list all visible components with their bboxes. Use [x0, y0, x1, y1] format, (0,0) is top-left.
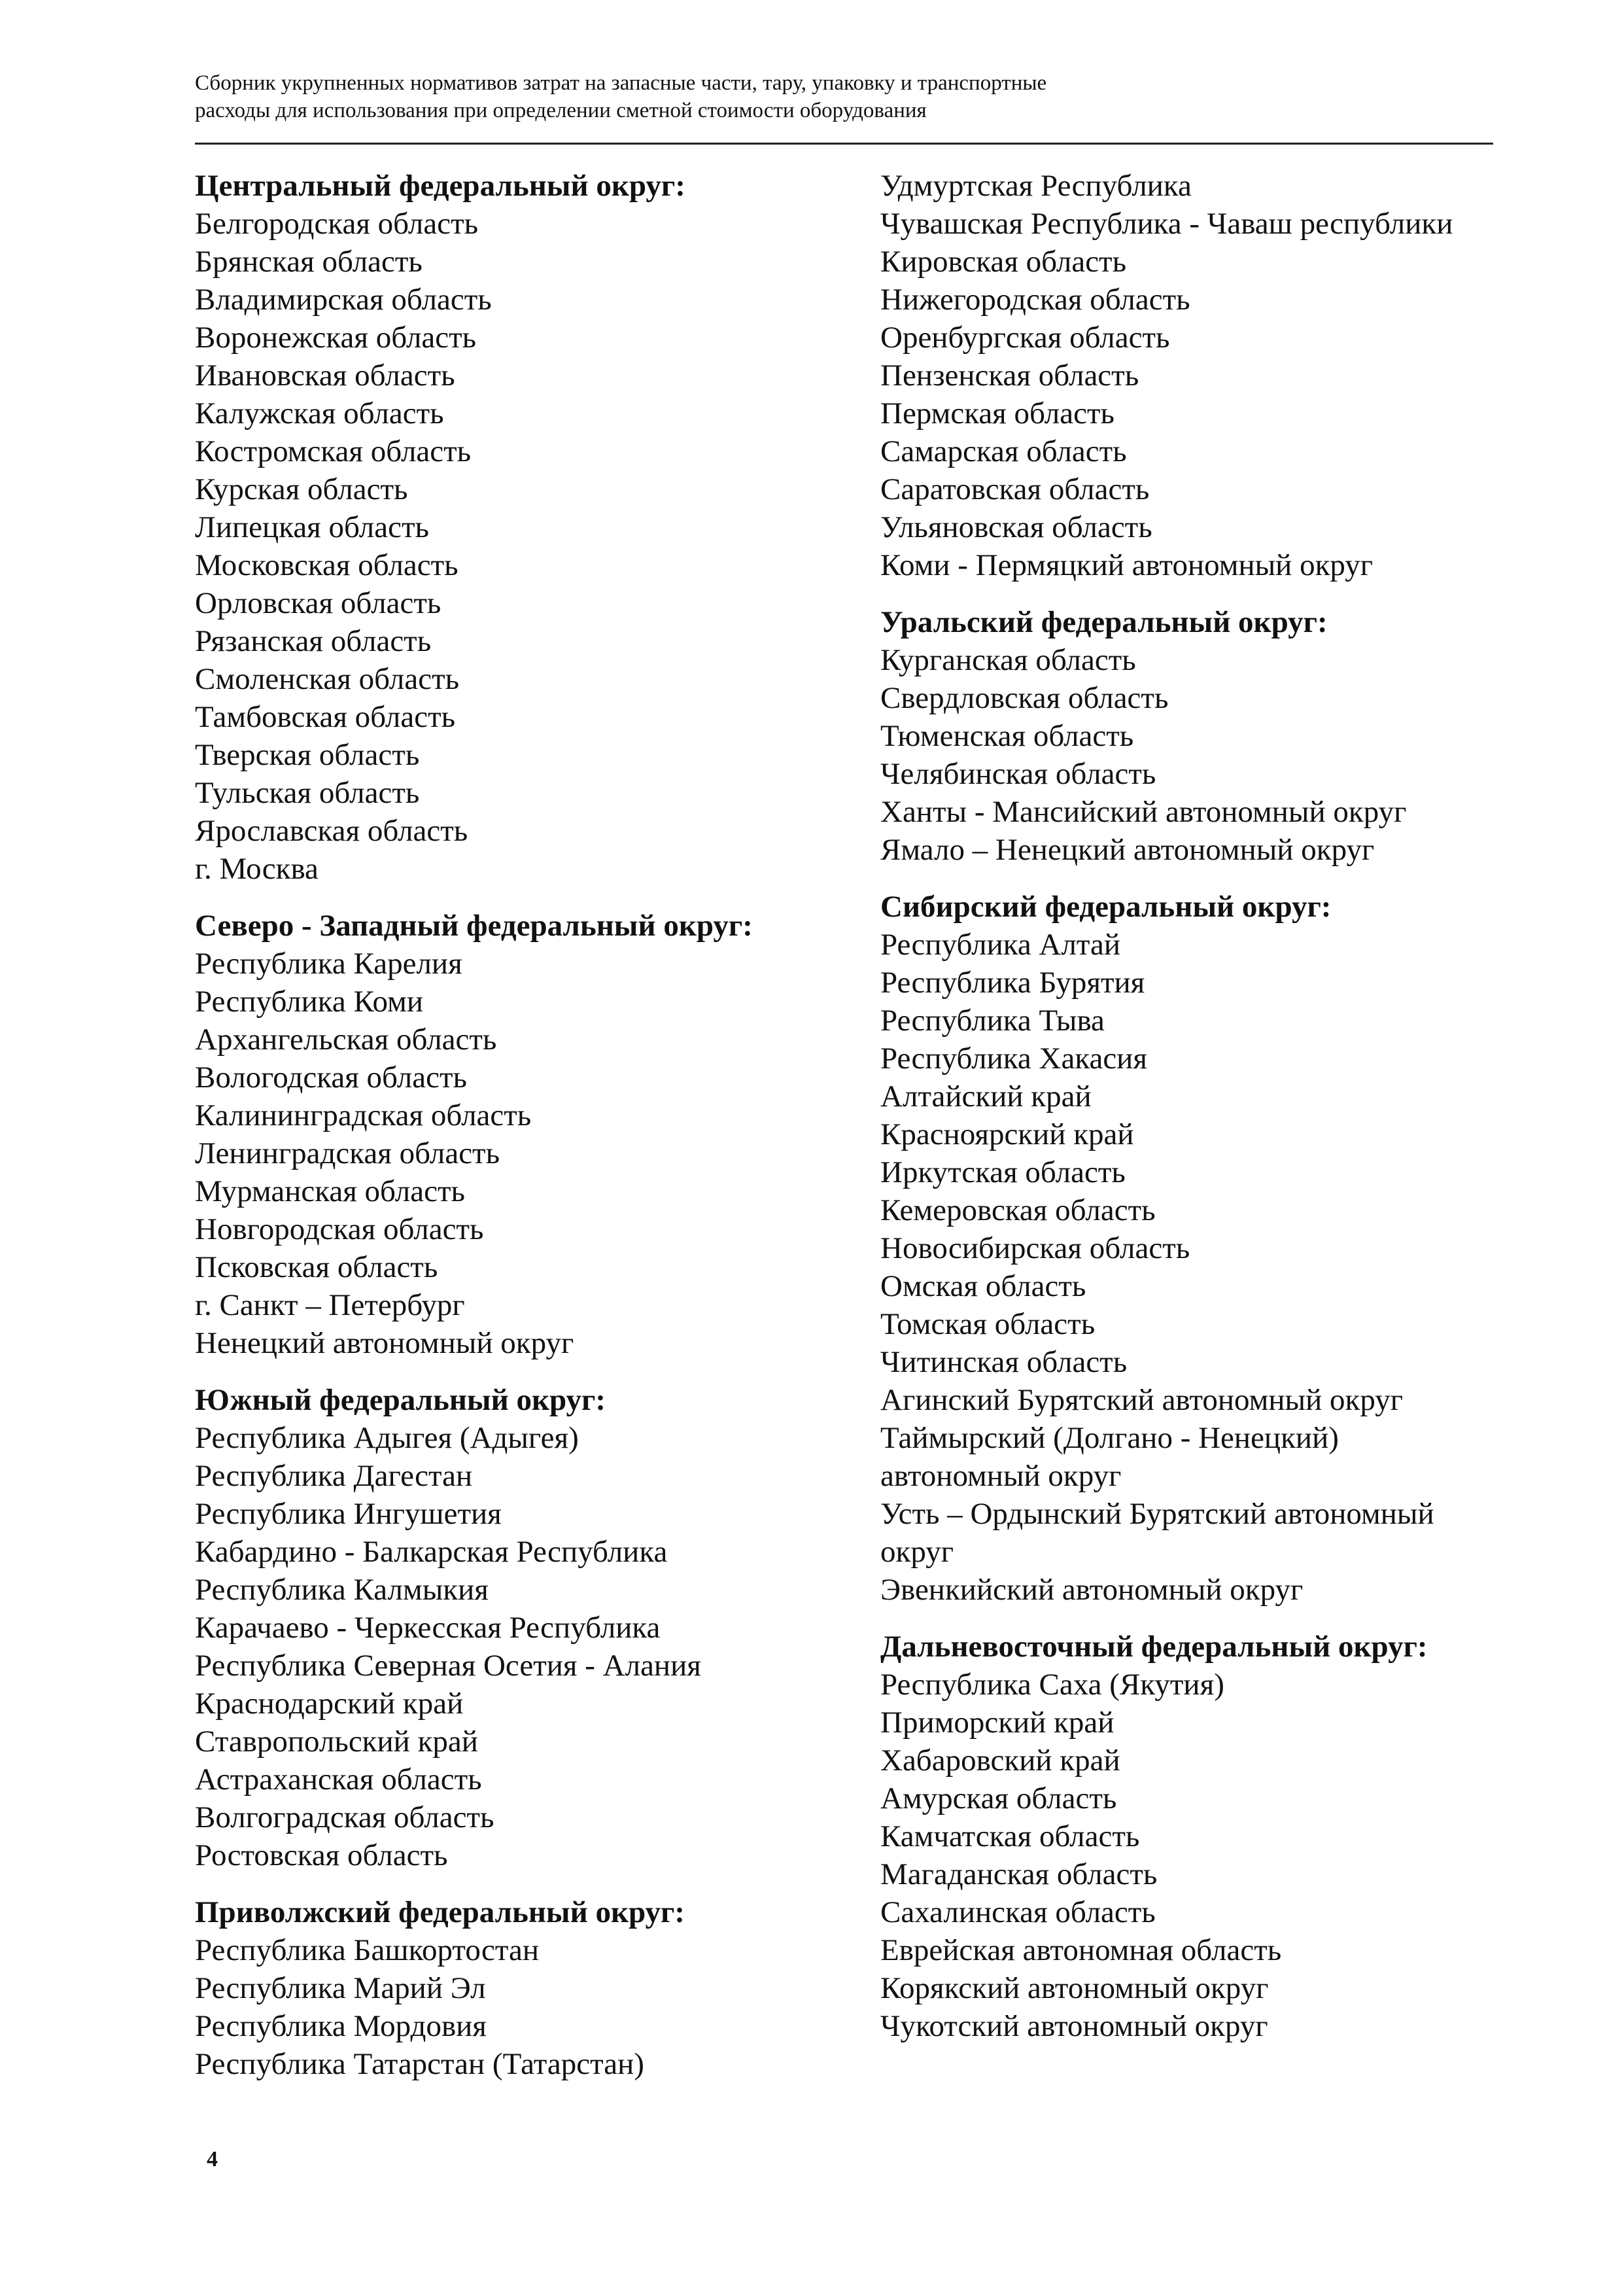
region-item: Республика Саха (Якутия) — [880, 1668, 1224, 1702]
region-item: Эвенкийский автономный округ — [880, 1573, 1304, 1607]
district-section — [195, 167, 875, 888]
region-item: Магаданская область — [880, 1857, 1158, 1891]
district-section — [880, 888, 1495, 1609]
region-item: Республика Адыгея (Адыгея) — [195, 1421, 579, 1455]
region-item: Карачаево - Черкесская Республика — [195, 1611, 661, 1645]
district-section — [880, 167, 1495, 584]
header-divider — [195, 143, 1493, 145]
region-item: Орловская область — [195, 586, 441, 620]
district-title: Южный федеральный округ: — [195, 1383, 606, 1417]
region-item: Белгородская область — [195, 207, 479, 241]
region-item: Чувашская Республика - Чаваш республики — [880, 207, 1453, 241]
region-item: Ивановская область — [195, 359, 455, 393]
region-item: Волгоградская область — [195, 1800, 494, 1834]
region-item: Тюменская область — [880, 719, 1134, 753]
region-item: Ярославская область — [195, 814, 468, 848]
region-item: Ненецкий автономный округ — [195, 1326, 574, 1360]
region-item: Иркутская область — [880, 1155, 1126, 1189]
region-item: Усть – Ордынский Бурятский автономный — [880, 1497, 1434, 1531]
district-title: Северо - Западный федеральный округ: — [195, 909, 753, 943]
region-item: Тверская область — [195, 738, 420, 772]
region-item: Таймырский (Долгано - Ненецкий) — [880, 1421, 1339, 1455]
region-item: Новгородская область — [195, 1212, 484, 1246]
region-item: г. Санкт – Петербург — [195, 1288, 465, 1322]
region-item: Хабаровский край — [880, 1743, 1120, 1778]
region-item: Владимирская область — [195, 283, 492, 317]
region-item: Корякский автономный округ — [880, 1971, 1269, 2005]
region-item: Чукотский автономный округ — [880, 2009, 1268, 2043]
region-item: Пензенская область — [880, 359, 1139, 393]
region-item: Краснодарский край — [195, 1687, 464, 1721]
region-item: Республика Бурятия — [880, 966, 1145, 1000]
region-item: Приморский край — [880, 1706, 1114, 1740]
district-title: Сибирский федеральный округ: — [880, 890, 1332, 924]
region-item: Коми - Пермяцкий автономный округ — [880, 548, 1373, 582]
region-item: Республика Карелия — [195, 947, 462, 981]
region-item: Республика Коми — [195, 985, 424, 1019]
region-item: Саратовская область — [880, 472, 1150, 506]
region-item: Республика Ингушетия — [195, 1497, 502, 1531]
region-item: Республика Алтай — [880, 928, 1121, 962]
region-item: Липецкая область — [195, 510, 429, 544]
region-item: Московская область — [195, 548, 458, 582]
region-item: Республика Северная Осетия - Алания — [195, 1649, 701, 1683]
header-line-2: расходы для использования при определении сметной стоимости оборудования — [195, 99, 927, 122]
region-item: Республика Мордовия — [195, 2009, 487, 2043]
district-section — [880, 603, 1495, 869]
region-item: Смоленская область — [195, 662, 460, 696]
region-item: Новосибирская область — [880, 1231, 1190, 1265]
region-item: Республика Калмыкия — [195, 1573, 489, 1607]
region-item: Красноярский край — [880, 1117, 1134, 1151]
region-item: Сахалинская область — [880, 1895, 1156, 1929]
region-item: Амурская область — [880, 1781, 1117, 1815]
region-item: Республика Тыва — [880, 1004, 1105, 1038]
region-item: Тульская область — [195, 776, 420, 810]
region-item: Республика Татарстан (Татарстан) — [195, 2047, 644, 2081]
region-item: Астраханская область — [195, 1762, 482, 1796]
header-line-1: Сборник укрупненных нормативов затрат на запасные части, тару, упаковку и транспортные — [195, 71, 1047, 95]
region-item: Омская область — [880, 1269, 1086, 1303]
district-title: Центральный федеральный округ: — [195, 169, 685, 203]
region-item: Калининградская область — [195, 1098, 532, 1132]
region-item: Костромская область — [195, 434, 472, 468]
region-item: Тамбовская область — [195, 700, 456, 734]
region-item: Кабардино - Балкарская Республика — [195, 1535, 668, 1569]
region-item: Псковская область — [195, 1250, 438, 1284]
region-item: Нижегородская область — [880, 283, 1190, 317]
district-title: Приволжский федеральный округ: — [195, 1895, 685, 1929]
region-item: Курганская область — [880, 643, 1136, 677]
region-item: Мурманская область — [195, 1174, 465, 1208]
page-number: 4 — [207, 2147, 218, 2171]
region-item: Ставропольский край — [195, 1725, 478, 1759]
region-item: Рязанская область — [195, 624, 432, 658]
district-section — [195, 1893, 875, 2083]
region-item: Агинский Бурятский автономный округ — [880, 1383, 1403, 1417]
region-item: Удмуртская Республика — [880, 169, 1192, 203]
region-item: Воронежская область — [195, 321, 477, 355]
region-item: Курская область — [195, 472, 408, 506]
region-item: Брянская область — [195, 245, 423, 279]
region-item: Пермская область — [880, 396, 1114, 430]
region-item: Кемеровская область — [880, 1193, 1156, 1227]
district-section — [880, 1628, 1495, 2045]
region-item: Челябинская область — [880, 757, 1156, 791]
region-item: Ростовская область — [195, 1838, 448, 1872]
region-item: Оренбургская область — [880, 321, 1170, 355]
region-item: Архангельская область — [195, 1023, 497, 1057]
region-item: Еврейская автономная область — [880, 1933, 1282, 1967]
region-item: Калужская область — [195, 396, 444, 430]
region-item: Республика Марий Эл — [195, 1971, 486, 2005]
right-column — [880, 167, 1495, 2064]
region-item: Камчатская область — [880, 1819, 1140, 1853]
region-item: Ленинградская область — [195, 1136, 500, 1170]
region-item: Самарская область — [880, 434, 1127, 468]
running-header — [195, 69, 1493, 124]
region-item: Томская область — [880, 1307, 1096, 1341]
region-item: округ — [880, 1535, 954, 1569]
region-item: Республика Башкортостан — [195, 1933, 539, 1967]
region-item: автономный округ — [880, 1459, 1122, 1493]
region-item: Республика Хакасия — [880, 1042, 1147, 1076]
region-item: Свердловская область — [880, 681, 1169, 715]
district-section — [195, 907, 875, 1362]
region-item: Республика Дагестан — [195, 1459, 473, 1493]
region-item: Вологодская область — [195, 1060, 467, 1095]
district-title: Уральский федеральный округ: — [880, 605, 1328, 639]
region-item: г. Москва — [195, 852, 319, 886]
district-section — [195, 1381, 875, 1874]
district-title: Дальневосточный федеральный округ: — [880, 1630, 1428, 1664]
region-item: Ульяновская область — [880, 510, 1152, 544]
region-item: Ямало – Ненецкий автономный округ — [880, 833, 1375, 867]
region-item: Кировская область — [880, 245, 1127, 279]
region-item: Алтайский край — [880, 1079, 1092, 1113]
left-column — [195, 167, 875, 2102]
region-item: Ханты - Мансийский автономный округ — [880, 795, 1407, 829]
region-item: Читинская область — [880, 1345, 1128, 1379]
